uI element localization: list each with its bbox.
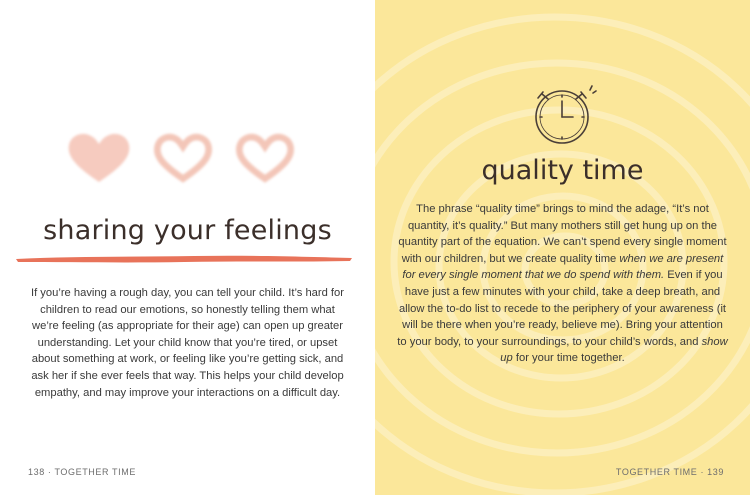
brush-stroke-divider: [14, 252, 354, 266]
right-page: [375, 0, 750, 495]
body-text-part-italic: when we are present for every single moment that we do spend with them.: [402, 252, 724, 282]
body-text-part: Even if you have just a few minutes with your child, take a deep breath, and allow the to-do list to recede to the periphery of your awareness (it will be there when you’re ready, believe me). Bring your attention to your body, to your surroundings, to your child’s words, and: [397, 269, 727, 348]
page-number-right: TOGETHER TIME · 139: [615, 467, 724, 477]
heart-outline-icon: [233, 130, 297, 186]
section-title: sharing your feelings: [43, 215, 332, 246]
clock-icon: [528, 82, 598, 148]
section-title: quality time: [481, 155, 644, 186]
body-text-part: for your time together.: [512, 352, 625, 365]
body-text: If you’re having a rough day, you can tell your child. It’s hard for children to read our emotions, so honestly telling them what we’re feeling (as appropriate for their age) can open up greater understanding. Let your child know that you’re tired, or upset about something at work, or feeling like you’re getting sick, and ask her if she ever feels that way. This helps your child develop empathy, and may improve your interactions on a difficult day.: [30, 287, 344, 399]
hearts-illustration: [65, 130, 305, 190]
heart-outline-icon: [151, 130, 215, 186]
body-text-part: The phrase “quality time” brings to mind the adage, “It’s not quantity, it’s quality.” But many mothers still get hung up on the quantity part of the equation. We can’t spend every single moment with our children, but we create quality time: [398, 203, 727, 265]
heart-filled-icon: [65, 130, 133, 186]
body-text: [397, 201, 728, 367]
page-number-left: 138 · TOGETHER TIME: [28, 467, 136, 477]
body-text-part-italic: show up: [500, 335, 728, 365]
